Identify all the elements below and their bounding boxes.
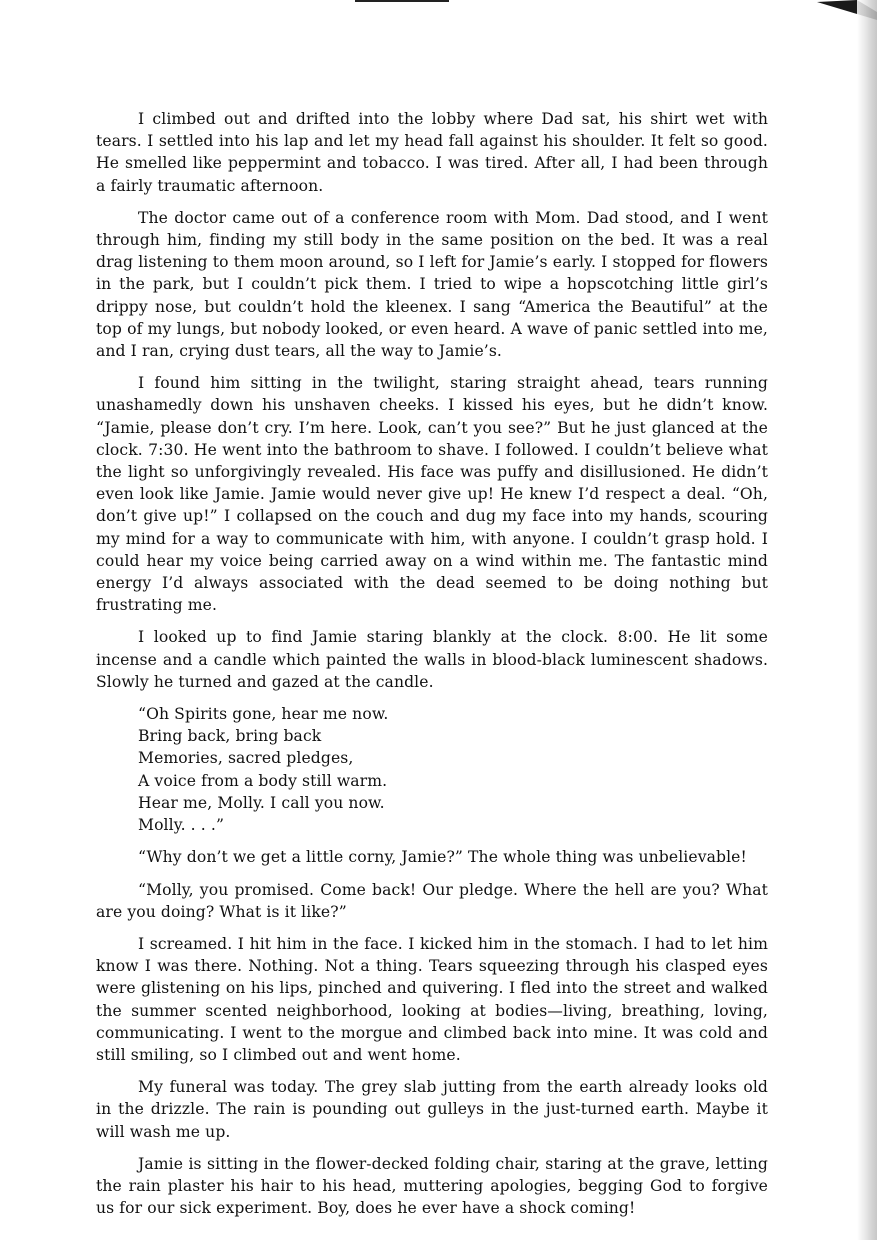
poem-line: Memories, sacred pledges, [138,749,354,768]
paragraph: “Molly, you promised. Come back! Our pledge. Where the hell are you? What are you doing? What is it like?” [96,880,768,921]
paragraph: My funeral was today. The grey slab jutting from the earth already looks old in the drizzle. The rain is pounding out gulleys in the just-turned earth. Maybe it will wash me up. [96,1078,768,1141]
poem-line: A voice from a body still warm. [138,771,388,790]
poem-line: “Oh Spirits gone, hear me now. [138,705,389,724]
paragraph: I found him sitting in the twilight, staring straight ahead, tears running unashamedly down his unshaven cheeks. I kissed his eyes, but he didn’t know. “Jamie, please don’t cry. I’m here. Look, can’t you see?” But he just glanced at the clock. 7:30. He went into the bathroom to shave. I followed. I couldn’t believe what the light so unforgivingly revealed. His face was puffy and disillusioned. He didn’t even look like Jamie. Jamie would never give up! He knew I’d respect a deal. “Oh, don’t give up!” I collapsed on the couch and dug my face into my hands, scouring my mind for a way to communicate with him, with anyone. I couldn’t grasp hold. I could hear my voice being carried away on a wind within me. The fantastic mind energy I’d always associated with the dead seemed to be doing nothing but frustrating me. [96,374,768,615]
story-text [96,108,768,1229]
poem [138,703,768,836]
paragraph: Jamie is sitting in the flower-decked folding chair, staring at the grave, letting the rain plaster his hair to his head, muttering apologies, begging God to forgive us for our sick experiment. Boy, does he ever have a shock coming! [96,1154,768,1218]
page-edge-shadow [857,0,877,1240]
top-rule [355,0,449,2]
paragraph: I looked up to find Jamie staring blankly at the clock. 8:00. He lit some incense and a candle which painted the walls in blood-black luminescent shadows. Slowly he turned and gazed at the candle. [96,628,768,691]
poem-line: Hear me, Molly. I call you now. [138,793,385,812]
paragraph: I screamed. I hit him in the face. I kicked him in the stomach. I had to let him know I was there. Nothing. Not a thing. Tears squeezing through his clasped eyes were glistening on his lips, pinched and quivering. I fled into the street and walked the summer scented neighborhood, looking at bodies—living, breathing, loving, communicating. I went to the morgue and climbed back into mine. It was cold and still smiling, so I climbed out and went home. [96,934,768,1064]
paragraph: “Why don’t we get a little corny, Jamie?” The whole thing was unbelievable! [138,848,747,867]
paragraph: I climbed out and drifted into the lobby where Dad sat, his shirt wet with tears. I settled into his lap and let my head fall against his shoulder. It felt so good. He smelled like peppermint and tobacco. I was tired. After all, I had been through a fairly traumatic afternoon. [96,110,768,195]
paragraph: The doctor came out of a conference room with Mom. Dad stood, and I went through him, finding my still body in the same position on the bed. It was a real drag listening to them moon around, so I left for Jamie’s early. I stopped for flowers in the park, but I couldn’t pick them. I tried to wipe a hopscotching little girl’s drippy nose, but couldn’t hold the kleenex. I sang “America the Beautiful” at the top of my lungs, but nobody looked, or even heard. A wave of panic settled into me, and I ran, crying dust tears, all the way to Jamie’s. [96,208,768,361]
poem-line: Bring back, bring back [138,727,322,746]
poem-line: Molly. . . .” [138,816,225,835]
